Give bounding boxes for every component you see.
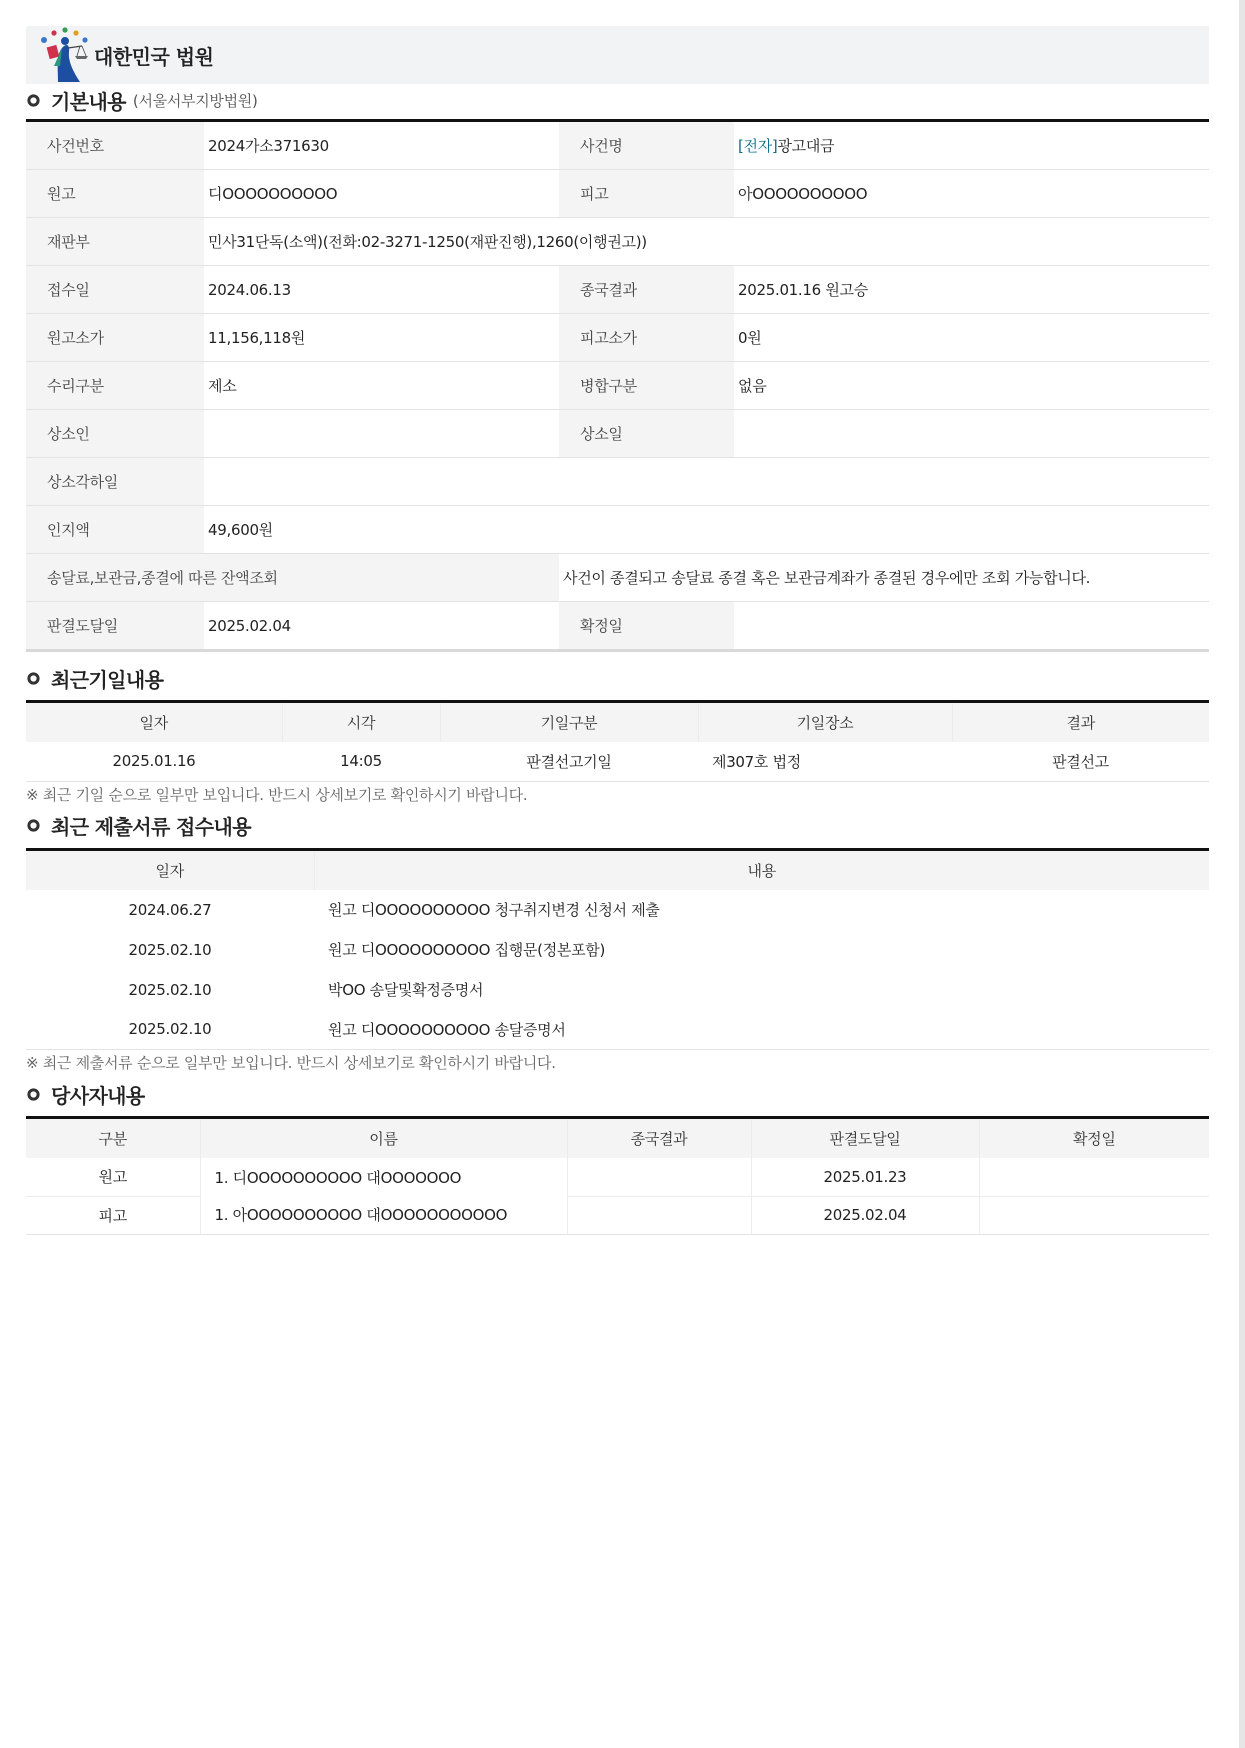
case-name-value: 광고대금	[777, 137, 835, 155]
document-content: 원고 디OOOOOOOOOO 집행문(정본포함)	[328, 941, 606, 959]
plaintiff-value: 디OOOOOOOOOO	[204, 170, 559, 218]
column-header: 이름	[200, 1118, 567, 1159]
confirmed-date-label: 확정일	[559, 602, 734, 651]
judgment-delivery-value: 2025.02.04	[208, 616, 291, 635]
table-row	[26, 742, 1209, 781]
table-row	[26, 930, 1209, 970]
party-delivery-date: 2025.01.23	[751, 1158, 979, 1196]
appellant-value	[204, 410, 559, 458]
case-name-cell	[734, 121, 1209, 170]
court-name: (서울서부지방법원)	[132, 91, 258, 110]
table-row	[26, 1158, 1209, 1196]
column-header: 내용	[314, 849, 1209, 890]
division-label: 재판부	[26, 218, 204, 266]
column-header: 확정일	[979, 1118, 1209, 1159]
table-row	[26, 458, 1209, 506]
party-name: 1. 아OOOOOOOOOO 대OOOOOOOOOOO	[200, 1196, 567, 1234]
defendant-value: 아OOOOOOOOOO	[734, 170, 1209, 218]
merge-type-value: 없음	[734, 362, 1209, 410]
stamp-amount-label: 인지액	[26, 506, 204, 554]
section-basic-title	[26, 84, 1209, 116]
document-content: 박OO 송달및확정증명서	[328, 981, 484, 999]
column-header: 결과	[952, 702, 1209, 743]
appellant-label: 상소인	[26, 410, 204, 458]
party-confirmed-date	[979, 1196, 1209, 1234]
document-date: 2025.02.10	[128, 980, 212, 999]
plaintiff-amount-label: 원고소가	[26, 314, 204, 362]
table-row	[26, 410, 1209, 458]
party-name: 1. 디OOOOOOOOOO 대OOOOOOO	[214, 1168, 462, 1187]
table-row	[26, 121, 1209, 170]
party-confirmed-date	[979, 1158, 1209, 1196]
defendant-label: 피고	[559, 170, 734, 218]
document-date: 2025.02.10	[128, 940, 212, 959]
parties-table	[26, 1116, 1209, 1235]
plaintiff-amount-value: 11,156,118원	[204, 314, 559, 362]
column-header: 판결도달일	[751, 1118, 979, 1159]
section-title: 최근 제출서류 접수내용	[51, 815, 251, 839]
basic-info-table	[26, 119, 1209, 652]
section-title: 당사자내용	[51, 1083, 145, 1108]
document-date: 2025.02.10	[26, 1010, 314, 1050]
electronic-tag: [전자]	[738, 137, 778, 155]
table-row	[26, 314, 1209, 362]
receipt-type-value: 제소	[204, 362, 559, 410]
section-title: 기본내용	[51, 89, 126, 114]
table-row	[26, 890, 1209, 930]
hearing-time: 14:05	[282, 742, 440, 781]
table-row	[26, 602, 1209, 651]
column-header: 기일장소	[698, 702, 952, 743]
final-result-value: 2025.01.16 원고승	[734, 266, 1209, 314]
hearings-table	[26, 700, 1209, 782]
case-number-label: 사건번호	[26, 121, 204, 170]
party-delivery-date: 2025.02.04	[751, 1196, 979, 1234]
section-parties-title	[26, 1078, 1209, 1110]
document-content: 원고 디OOOOOOOOOO 송달증명서	[314, 1010, 1209, 1050]
appeal-dismiss-label: 상소각하일	[26, 458, 204, 506]
balance-inquiry-value: 사건이 종결되고 송달료 종결 혹은 보관금계좌가 종결된 경우에만 조회 가능합니다.	[559, 554, 1209, 602]
confirmed-date-value	[734, 602, 1209, 651]
party-type: 피고	[26, 1196, 200, 1234]
plaintiff-label: 원고	[26, 170, 204, 218]
case-number-value: 2024가소371630	[204, 121, 559, 170]
hearing-place: 제307호 법정	[698, 742, 952, 781]
defendant-amount-label: 피고소가	[559, 314, 734, 362]
merge-type-label: 병합구분	[559, 362, 734, 410]
section-bullet-icon	[27, 94, 40, 107]
hearing-result: 판결선고	[952, 742, 1209, 781]
section-documents-title	[26, 810, 1209, 842]
section-bullet-icon	[27, 672, 40, 685]
table-row	[26, 554, 1209, 602]
hearings-note: ※ 최근 기일 순으로 일부만 보입니다. 반드시 상세보기로 확인하시기 바랍니다.	[26, 785, 528, 804]
column-header: 일자	[26, 849, 314, 890]
scrollbar[interactable]	[1239, 0, 1245, 1748]
hearing-date: 2025.01.16	[26, 742, 282, 781]
party-final-result	[567, 1196, 751, 1234]
column-header: 종국결과	[567, 1118, 751, 1159]
page-content	[26, 26, 1209, 1235]
column-header: 일자	[26, 702, 282, 743]
table-row	[26, 218, 1209, 266]
table-row	[26, 170, 1209, 218]
document-date: 2024.06.27	[128, 900, 212, 919]
header-bar	[26, 26, 1209, 84]
appeal-date-label: 상소일	[559, 410, 734, 458]
table-header-row	[26, 849, 1209, 890]
documents-note: ※ 최근 제출서류 순으로 일부만 보입니다. 반드시 상세보기로 확인하시기 바랍니다.	[26, 1054, 556, 1072]
division-value: 민사31단독(소액)(전화:02-3271-1250(재판진행),1260(이행권고))	[204, 218, 1209, 266]
column-header: 시각	[282, 702, 440, 743]
party-final-result	[567, 1158, 751, 1196]
section-bullet-icon	[27, 1088, 40, 1101]
defendant-amount-value: 0원	[734, 314, 1209, 362]
table-row	[26, 506, 1209, 554]
final-result-label: 종국결과	[559, 266, 734, 314]
documents-table	[26, 848, 1209, 1051]
section-hearings-title	[26, 662, 1209, 694]
logo-text: 대한민국 법원	[94, 44, 214, 69]
judgment-delivery-label: 판결도달일	[26, 602, 204, 651]
section-title: 최근기일내용	[51, 667, 164, 692]
column-header: 구분	[26, 1118, 200, 1159]
table-header-row	[26, 1118, 1209, 1159]
appeal-date-value	[734, 410, 1209, 458]
table-row	[26, 266, 1209, 314]
receipt-type-label: 수리구분	[26, 362, 204, 410]
column-header: 기일구분	[440, 702, 698, 743]
court-logo-icon	[32, 26, 92, 84]
table-row	[26, 1196, 1209, 1234]
filed-date-label: 접수일	[26, 266, 204, 314]
party-type: 원고	[26, 1158, 200, 1196]
document-content: 원고 디OOOOOOOOOO 청구취지변경 신청서 제출	[328, 901, 660, 919]
table-row	[26, 970, 1209, 1010]
stamp-amount-value: 49,600원	[204, 506, 1209, 554]
balance-inquiry-label: 송달료,보관금,종결에 따른 잔액조회	[26, 554, 559, 602]
appeal-dismiss-value	[204, 458, 1209, 506]
table-row	[26, 362, 1209, 410]
section-bullet-icon	[27, 819, 40, 832]
case-name-label: 사건명	[559, 121, 734, 170]
filed-date-value: 2024.06.13	[204, 266, 559, 314]
hearing-type: 판결선고기일	[440, 742, 698, 781]
table-header-row	[26, 702, 1209, 743]
table-row	[26, 1010, 1209, 1050]
